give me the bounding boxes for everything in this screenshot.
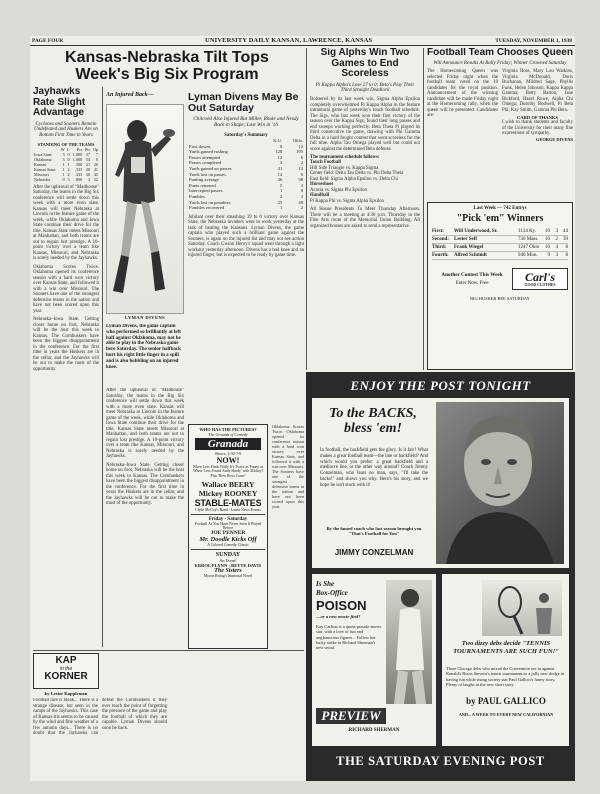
queen-candidates: Virginia Ross, Mary Lou Watkins, Virginia McDonald, Doris Buchanan, Mildred Sage, Phyllis Funk, Helen Johnson, Kappa Kappa Gamma; Betty Barton, Jane Bickford, Hazel Rowe, Alpha Chi Omega; Dorothy Bodwell, Pi Beta Phi; Kay Smith, Gamma Phi Beta. <box>502 69 573 113</box>
sigalphs-body-2: All House Presidents To Meet Thursday Afternoon. There will be a meeting at 4:30 p.m. Thursday in the Fine Arts room of the Memorial Union Building. All organized houses are asked to send a representative. <box>310 207 420 229</box>
queen-right-column <box>502 69 573 142</box>
pickem-winners-ad <box>427 202 573 370</box>
column-sigalphs <box>310 48 420 370</box>
post-banner: ENJOY THE POST TONIGHT <box>350 378 531 393</box>
summary-row: Passes attempted 12 6 <box>189 154 303 160</box>
coach-portrait-icon <box>436 402 564 564</box>
granada-star1: Wallace BEERY <box>201 479 255 489</box>
standings-row: Kansas State 1 2 .333 20 41 <box>34 166 98 172</box>
tennis-racket-icon <box>482 580 562 636</box>
post-story-card <box>312 398 569 568</box>
queen-columns <box>427 69 573 142</box>
backs-tagline: By the famed coach who last season brought you "That's Football for You" <box>326 526 422 536</box>
poison-line2: Box-Office <box>316 589 348 597</box>
jayhawks-headline: Jayhawks Rate Slight Advantage <box>33 87 86 118</box>
kap-byline: by Lester Kappleman <box>44 691 88 696</box>
kap-column <box>33 698 167 780</box>
list-item: First: Will Underwood, Sr. 1134 Ky. 10 3 44 <box>432 229 568 234</box>
game-summary-table <box>188 138 304 211</box>
lead-headline-line2: Week's Big Six Program <box>75 66 259 83</box>
page-number: PAGE FOUR <box>32 38 64 44</box>
actress-illustration <box>386 580 432 704</box>
football-player-illustration <box>107 105 183 313</box>
list-item: Second: Lester Seff 730 Mass. 10 2 39 <box>432 237 568 242</box>
summary-row: Fumbles recovered 1 2 <box>189 205 303 211</box>
column-rule <box>423 48 424 370</box>
post-story-card <box>442 574 569 746</box>
list-item: Hill Side Triangle vs. Kappa Sigma <box>310 165 379 171</box>
granada-tagline: When Less Finds Wally It's Twice as Funny as When 'Less Found Andy Hardy' with Mickey! Plus 'How Boys Come' <box>192 465 264 478</box>
summary-row: Yards gained rushing 128 195 <box>189 149 303 155</box>
winners-bottom <box>432 268 568 290</box>
standings-row: Nebraska 0 3 .000 3 52 <box>34 176 98 182</box>
narrow-body: Oklahoma Scores Twice. Oklahoma opened its conference season with a hard won victory over Kansas State, and followed it with a win over Missouri. The Sooners have one of the strongest defensive teams in the nation and have not been scored upon this year. <box>272 424 304 509</box>
column-rule <box>306 48 307 370</box>
granada-star2: Mickey ROONEY <box>198 488 258 498</box>
backs-body: In football, the backfield gets the glory. Is it fair? What makes a great football team—the line or backfield? And which would you prefer: a great backfield and a mediocre line, or the other way around? Coach Jimmy Conzelman, who fears no man, says, "I'll take the backs!" and shows you why. Here's his story, and we hope he isn't stuck with it! <box>320 448 428 488</box>
tennis-and: AND... A WEEK TO EVERY NEW CALIFORNIAN <box>458 712 554 717</box>
jayhawks-body-3: Nebraska–Iowa State. Getting closer home on foot, Nebraska will be the host this week to Kansas. The Cornhuskers have been the biggest disappointment in the conference. For the first time in years the Huskers are in the cellar, and the Jayhawks will be out to make the most of the opportunity. <box>33 317 99 372</box>
column-narrow <box>272 424 304 649</box>
winners-enter: Enter Now. Free <box>455 281 489 286</box>
standings-table <box>33 147 99 182</box>
summary-row: Yards lost on penalties 25 40 <box>189 199 303 205</box>
granada-logo: Granada <box>195 438 261 450</box>
queen-headline: Football Team Chooses Queen <box>427 48 573 58</box>
backs-headline: To the BACKS, bless 'em! <box>329 406 417 436</box>
poison-preview: PREVIEW <box>316 708 386 724</box>
poison-line4: —or a new movie find? <box>316 614 361 619</box>
granada-friday-film: Mr. Doodle Kicks Off <box>199 535 257 543</box>
tennis-author: by PAUL GALLICO <box>466 696 546 706</box>
standings-heading: STANDING OF THE TEAMS <box>37 141 95 147</box>
winners-footer: BIG HUSKER BEE SATURDAY <box>470 296 530 301</box>
sigalphs-headline: Sig Alphs Win Two Games to End Scoreless <box>320 48 410 79</box>
list-item: East field: Sigma Alpha Epsilon vs. Delta Chi <box>310 176 398 182</box>
summary-row: Passes completed 3 2 <box>189 160 303 166</box>
list-item: Handball <box>310 193 330 198</box>
granada-film: STABLE-MATES <box>194 497 262 508</box>
granada-sunday-star: ERROL FLYNN · BETTE DAVIS <box>194 562 262 568</box>
granada-shows: Shows: 2:30-7-9 <box>214 451 242 456</box>
granada-sub: The Grounds of Comedy <box>208 432 248 437</box>
standings-header-row: W L Pct Pts Op <box>60 146 98 152</box>
photo-label: An Injured Back— <box>106 92 154 98</box>
winners-list <box>432 228 568 260</box>
results-heading: The tournament schedule follows: <box>310 155 380 160</box>
actress-figure-icon <box>386 580 432 704</box>
column-continuation <box>106 388 184 648</box>
sigalphs-deck: Pi Kappa Alpha's Lose 27 to 0; Beta's Play Their Third Straight Deadlock <box>315 82 415 94</box>
list-item: Center field: Delta Tau Delta vs. Phi Delta Theta <box>310 171 404 176</box>
thanks-signature: GEORGE DIVENS <box>536 136 573 142</box>
results-list <box>310 160 420 204</box>
granada-sunday-foot: Myron Brinig's Immortal Novel <box>203 573 253 578</box>
poison-author: RICHARD SHERMAN <box>348 728 400 733</box>
summary-row: Intercepted passes 1 0 <box>189 188 303 194</box>
list-item: Horseshoes <box>310 182 334 187</box>
jayhawks-body-2: Oklahoma Scores Twice. Oklahoma opened its conference season with a hard won victory over Kansas State, and followed it with a win over Missouri. The Sooners have one of the strongest defensive teams in the nation and have not been scored upon this year. <box>33 264 99 314</box>
tennis-illustration <box>482 580 562 636</box>
carls-brand: Carl's <box>524 270 555 284</box>
granada-top: WHO HAS THE PICTURES? <box>199 427 257 432</box>
granada-sunday-sub: An Event! <box>219 557 237 563</box>
list-item: Pi Kappa Phi vs. Sigma Alpha Epsilon <box>310 198 384 204</box>
list-item: Third: Frank Wiegel 1247 Ohio 10 4 8 <box>432 245 568 250</box>
summary-header-row: K.U. Okla. <box>273 137 303 143</box>
poison-line1: Is She <box>316 580 335 588</box>
backs-author: JIMMY CONZELMAN <box>334 548 414 557</box>
standings-row: Iowa State 3 0 1.000 37 7 <box>34 151 98 157</box>
photo-caption: Lyman Divens, the game captain who performed so brilliantly at left half against Oklahoma, may not be able to play in the Nebraska game here Saturday. The senior halfback hurt his right little finger in a spill and is also hobbling on an injured knee. <box>106 324 181 370</box>
tennis-body: Three Chicago debs who mixed the Convention are in against Ronald's Boots Stevens's tennis tournament as a jolly new dodge in having fun while rising society star Paul Gallico's funny story. Plenty of laughs in the new short story. <box>446 666 565 687</box>
summary-row: First downs 8 12 <box>189 143 303 149</box>
paper-title: UNIVERSITY DAILY KANSAN, LAWRENCE, KANSAS <box>205 37 373 44</box>
lead-headline-line1: Kansas-Nebraska Tilt Tops <box>65 49 269 66</box>
continuation-body-2: Nebraska–Iowa State. Getting closer home on foot, Nebraska will be the host this week to Kansas. The Cornhuskers have been the biggest disappointment in the conference. For the first time in years the Huskers are in the cellar, and the Jayhawks will be out to make the most of the opportunity. <box>106 462 184 506</box>
sigalphs-body: Bolstered by its last week win, Sigma Alpha Epsilon completely overwhelmed Pi Kappa Alpha in the feature intramural game of yesterday's touch football schedule. The Sigs, who last week won their first victory of the season over the Kappa Sigs, found their long passes and end sweeps working perfectly. Beta Theta Pi played its third consecutive tie game, drawing with Phi Gamma Delta in a hard fought contest that went scoreless for the full time. Alpha Tau Omega played well but could not score against the determined Beta defense. <box>310 97 420 152</box>
kap-body: Football rare is bleak... There is a strange disease, but seen in the camps of the Jayhawks. This case of Kansas-itis seems to be caused by the wind and fine weather of a few autumn days... There is no doubt that the Jayhawks can defeat the Cornhuskers if they ever reach the point of forgetting the pressure of the game and play the football of which they are capable. Lyman Divens should soon be back. <box>33 698 167 736</box>
coach-portrait <box>436 402 564 564</box>
queen-body: The Homecoming Queen was selected Friday night when the football team voted on the 10 candidates for the royal position. Announcement of the winning candidate will be made Friday night at the Homecoming rally, when the queen will be presented. Candidates are: <box>427 69 498 119</box>
queen-deck: Will Announce Results At Rally Friday; Winner Crowned Saturday <box>433 60 567 66</box>
standings-row: Missouri 1 2 .333 30 45 <box>34 171 98 177</box>
granada-friday-star: JOE PENNER <box>210 529 246 536</box>
granada-friday-co: A Colored Comedy Classic <box>207 542 249 547</box>
standings-row: Oklahoma 3 0 1.000 54 0 <box>34 156 98 162</box>
granada-friday: Friday - Saturday <box>208 516 248 522</box>
saturday-evening-post-ad <box>306 372 575 781</box>
summary-row: Yards gained on passes 41 14 <box>189 165 303 171</box>
winners-contest-block <box>432 272 512 286</box>
list-item: Acacia vs. Sigma Phi Epsilon <box>310 187 367 193</box>
winners-contest: Another Contest This Week <box>441 272 503 278</box>
thanks-body: I wish to thank students and faculty of the University for their many fine expressions of sympathy. <box>502 120 573 137</box>
divens-headline: Lyman Divens May Be Out Saturday <box>188 92 299 115</box>
divens-body: Jubilant over their smashing 19 to 0 victory over Kansas State, the Nebraska invaders went to work yesterday at the task of beating the Kansans. Lyman Divens, the game captain who played such a brilliant game against the Sooners, is again on the injured list and may not see action Saturday. Coach Gwinn Henry's squad went through a light workout yesterday afternoon. Divens has a bad knee and an injured finger, but is expected to be ready by game time. <box>188 214 304 259</box>
continuation-body: After the upheaval of "Madhouse" Saturday, the teams in the Big Six conference will settle down this week with a more even slate. Kansas will meet Nebraska at Lincoln in the feature game of the week, while Oklahoma and Iowa State continue their drive for the title. Kansas State meets Missouri at Manhattan, and both teams are out to regain lost prestige. A 10-point victory over a team like Kansas, Missouri, and Nebraska is sorely needed by the Jayhawks. <box>106 388 184 459</box>
granada-sunday: SUNDAY <box>215 551 241 558</box>
summary-row: Fumbles 2 3 <box>189 193 303 199</box>
granada-divider <box>191 514 265 515</box>
jayhawks-body: After the upheaval of "Madhouse" Saturday, the teams in the Big Six conference will settle down this week with a more even slate. Kansas will meet Nebraska at Lincoln in the feature game of the week, while Oklahoma and Iowa State continue their drive for the title. Kansas State meets Missouri at Manhattan, and both teams are out to regain lost prestige. A 10-point victory over a team like Kansas, Missouri, and Nebraska is sorely needed by the Jayhawks. <box>33 184 99 262</box>
summary-row: Punts returned 5 3 <box>189 182 303 188</box>
summary-heading: Saturday's Summary <box>224 132 268 138</box>
tennis-headline: Two dizzy debs decide "TENNIS TOURNAMENTS ARE SUCH FUN!" <box>453 640 559 655</box>
kap-korner-logo <box>33 653 99 689</box>
winners-title: "Pick 'em" Winners <box>456 213 544 224</box>
kap-in-the: in the <box>59 666 73 672</box>
thanks-heading: CARD OF THANKS <box>516 115 559 121</box>
granada-now: NOW! <box>216 456 240 465</box>
poison-body: Kay Carlton is a quota pseudo-movie star, with a love of fun and unglamorous figures... Follow her lucky strike in Richard Sherman's new serial. <box>316 624 382 651</box>
column-divens <box>188 92 304 417</box>
divens-deck: Chilcoed Also Injured But Miller, Rhule and Nesdy Back in Shape; Last Win in '16 <box>193 116 299 128</box>
kap-title: KAP <box>55 655 77 666</box>
poison-line3: POISON <box>316 598 367 613</box>
kap-korner: KORNER <box>44 671 88 682</box>
standings-row: Kansas 1 1 .500 21 20 <box>34 161 98 167</box>
granada-friday-tag: Football As You Have Never Seen It Played Before <box>194 521 262 530</box>
column-queen <box>427 48 573 198</box>
summary-row: Punting average 36 38 <box>189 177 303 183</box>
jayhawks-deck: Cyclones and Sooners Remain Undefeated and Huskers Are on Bottom First Time in Years <box>34 121 98 138</box>
post-footer: THE SATURDAY EVENING POST <box>336 754 545 768</box>
carls-tagline: GOOD CLOTHES <box>524 283 556 287</box>
newspaper-page <box>30 36 575 781</box>
granada-theatre-ad <box>188 424 268 649</box>
section-divider <box>33 650 304 651</box>
player-photo <box>106 104 184 314</box>
photo-name: LYMAN DIVENS <box>124 315 166 320</box>
winners-top: Last Week — 742 Entrys <box>473 206 527 211</box>
carls-logo <box>512 268 568 290</box>
issue-date: TUESDAY, NOVEMBER 1, 1938 <box>495 38 572 44</box>
post-story-card <box>312 574 436 746</box>
column-jayhawks <box>33 87 99 647</box>
summary-row: Yards lost on passes 14 0 <box>189 171 303 177</box>
column-rule <box>102 87 103 647</box>
granada-extra: Clyde McCoy's Band · Latest News Events <box>195 507 261 512</box>
masthead <box>30 36 575 46</box>
granada-divider <box>191 549 265 550</box>
list-item: Fourth: Alfred Schmidt 940 Miss. 9 3 8 <box>432 253 568 258</box>
list-item: Touch Football <box>310 160 341 165</box>
granada-sunday-film: The Sisters <box>214 567 242 574</box>
